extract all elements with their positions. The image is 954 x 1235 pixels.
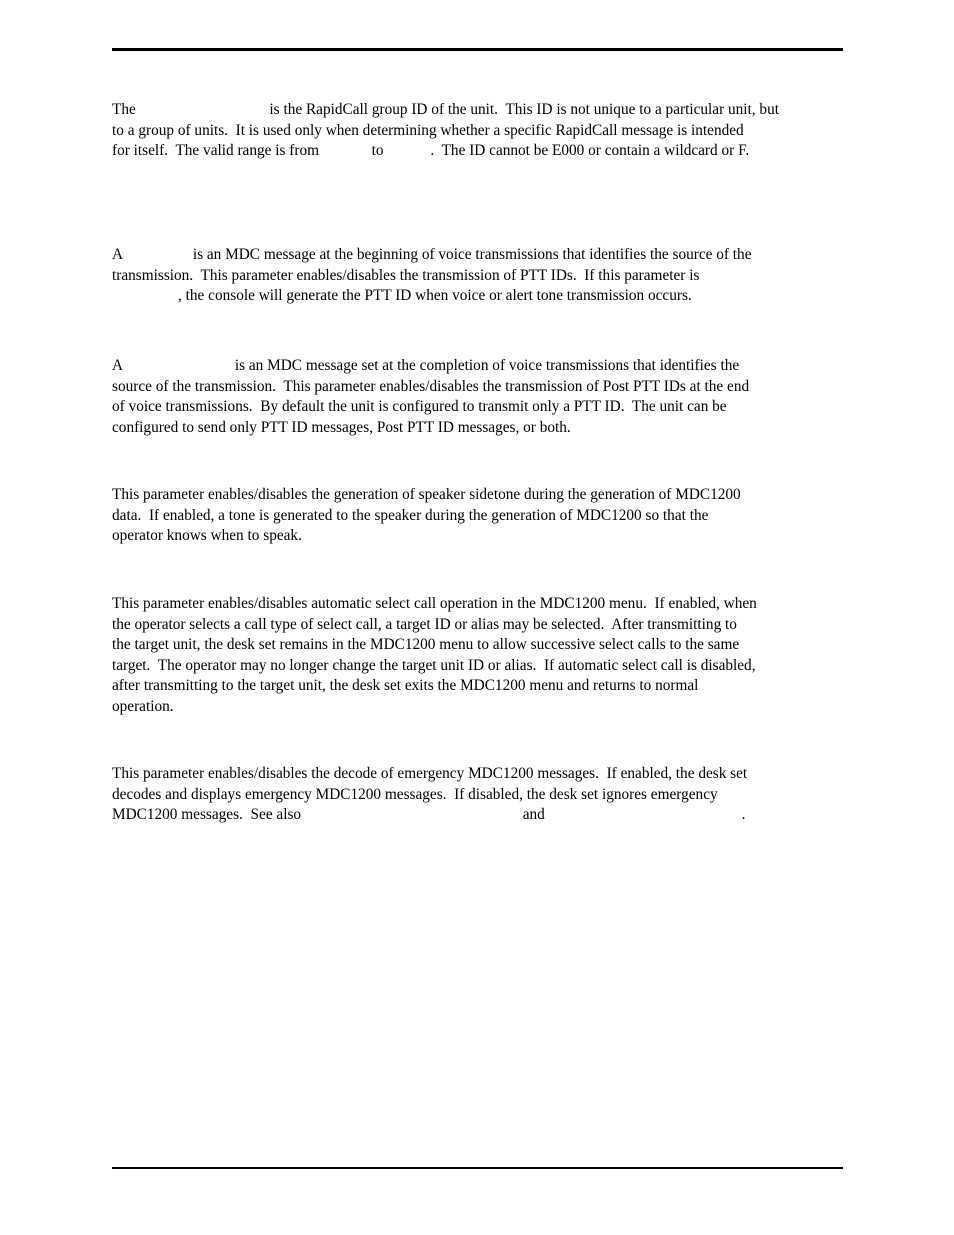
text-line	[112, 485, 852, 506]
post-ptt-id-paragraph	[112, 356, 852, 438]
text-run: . The ID cannot be E000 or contain a wildcard or F.	[430, 142, 750, 159]
text-run: , the console will generate the PTT ID when voice or alert tone transmission occurs.	[178, 287, 692, 304]
text-run: transmission. This parameter enables/disables the transmission of PTT IDs. If this parameter is	[112, 266, 700, 284]
footer-rule	[112, 1167, 843, 1169]
text-run: operation.	[112, 697, 174, 715]
text-line	[112, 697, 852, 718]
text-run: to	[367, 142, 388, 159]
header-rule	[112, 48, 843, 51]
text-run: target. The operator may no longer change the target unit ID or alias. If automatic select call is disabled,	[112, 656, 756, 674]
text-run: operator knows when to speak.	[112, 527, 302, 544]
text-line	[112, 397, 852, 418]
text-run: to a group of units. It is used only when determining whether a specific RapidCall message is intended	[112, 121, 744, 139]
text-run: source of the transmission. This parameter enables/disables the transmission of Post PTT IDs at the end	[112, 377, 750, 395]
text-run: is an MDC message set at the completion of voice transmissions that identifies the	[231, 357, 740, 374]
text-run: A	[112, 246, 127, 263]
text-line	[112, 805, 852, 826]
text-line	[112, 676, 852, 697]
text-run: for itself. The valid range is from	[112, 142, 323, 159]
text-line	[112, 266, 852, 287]
text-run: data. If enabled, a tone is generated to the speaker during the generation of MDC1200 so that the	[112, 506, 709, 524]
sidetone-paragraph	[112, 485, 852, 547]
text-run: after transmitting to the target unit, the desk set exits the MDC1200 menu and returns to normal	[112, 677, 699, 694]
text-run: the target unit, the desk set remains in the MDC1200 menu to allow successive select calls to the same	[112, 636, 740, 653]
text-line	[112, 635, 852, 656]
text-line	[112, 245, 852, 266]
text-line	[112, 100, 852, 121]
text-line	[112, 356, 852, 377]
text-line	[112, 286, 852, 307]
text-run: This parameter enables/disables the decode of emergency MDC1200 messages. If enabled, the desk set	[112, 765, 748, 782]
text-run: and	[518, 806, 549, 823]
text-run: is the RapidCall group ID of the unit. This ID is not unique to a particular unit, but	[265, 101, 779, 118]
emergency-decode-paragraph	[112, 764, 852, 826]
text-run: The	[112, 101, 140, 118]
text-run: .	[741, 806, 746, 823]
text-line	[112, 785, 852, 806]
text-line	[112, 656, 852, 677]
text-run: This parameter enables/disables the generation of speaker sidetone during the generation of MDC1200	[112, 486, 741, 503]
text-line	[112, 506, 852, 527]
text-run: A	[112, 357, 127, 374]
text-line	[112, 615, 852, 636]
auto-select-call-paragraph	[112, 594, 852, 717]
ptt-id-paragraph	[112, 245, 852, 307]
text-run: is an MDC message at the beginning of voice transmissions that identifies the source of the	[189, 246, 752, 263]
text-line	[112, 141, 852, 162]
text-run: This parameter enables/disables automatic select call operation in the MDC1200 menu. If enabled, when	[112, 595, 757, 612]
text-run: of voice transmissions. By default the unit is configured to transmit only a PTT ID. The unit can be	[112, 398, 727, 415]
text-line	[112, 121, 852, 142]
text-run: the operator selects a call type of select call, a target ID or alias may be selected. After transmitting to	[112, 615, 737, 633]
text-line	[112, 594, 852, 615]
text-run: decodes and displays emergency MDC1200 messages. If disabled, the desk set ignores emergency	[112, 785, 718, 803]
text-line	[112, 526, 852, 547]
text-line	[112, 418, 852, 439]
rapidcall-group-id-paragraph	[112, 100, 852, 162]
text-run: MDC1200 messages. See also	[112, 806, 305, 823]
text-line	[112, 764, 852, 785]
text-run: configured to send only PTT ID messages, Post PTT ID messages, or both.	[112, 418, 571, 436]
text-line	[112, 377, 852, 398]
